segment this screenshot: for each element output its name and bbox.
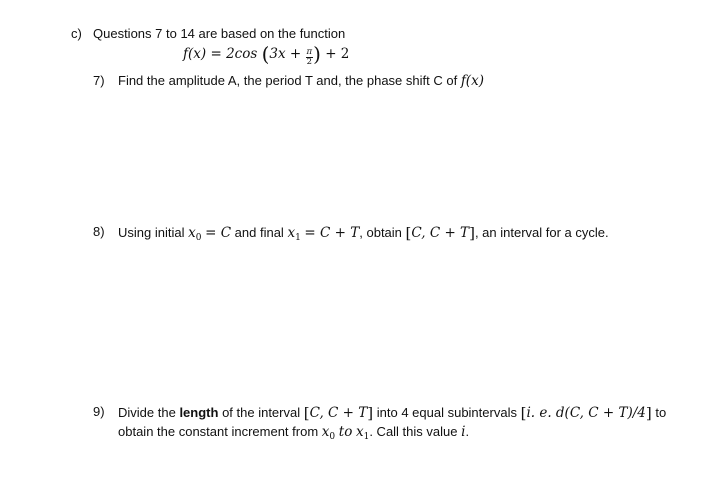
q7-text: Find the amplitude A, the period T and, the phase shift C of	[118, 73, 458, 88]
q8-text-4: , an interval for a cycle.	[474, 225, 609, 240]
q8-math-2: = C + T	[304, 225, 360, 241]
q9-line2-end: .	[465, 424, 470, 439]
function-inner: 3x +	[269, 46, 302, 62]
q9-line-1	[118, 404, 666, 422]
q8-x0: $x_0$	[188, 225, 202, 243]
function-open-paren: (	[261, 42, 270, 66]
q9-text-4: to	[655, 405, 667, 420]
q9-text-3: into 4 equal subintervals	[376, 405, 517, 420]
q9-line2-text-2: . Call this value	[369, 424, 458, 439]
q8-text-line	[118, 224, 609, 243]
q8-text-2: and final	[234, 225, 284, 240]
q9-number: 9)	[93, 404, 105, 419]
q9-to: to	[338, 424, 353, 440]
function-formula	[183, 42, 349, 67]
function-coef: 2cos	[226, 46, 258, 62]
q9-line-2	[118, 424, 469, 442]
q8-interval: [C, C + T]	[405, 224, 475, 242]
function-tail: + 2	[325, 46, 350, 62]
q9-ie: [i. e. d(C, C + T)/4]	[520, 404, 652, 422]
function-lhs: f(x)	[183, 46, 207, 62]
fraction-denominator: 2	[306, 57, 312, 67]
q7-math: f(x)	[460, 73, 484, 89]
function-eq: =	[210, 46, 222, 62]
q9-x1: $x_1$	[355, 424, 370, 442]
q8-number: 8)	[93, 224, 105, 239]
q8-text-3: , obtain	[359, 225, 402, 240]
q9-text-1: Divide the	[118, 405, 176, 420]
q9-text-2: of the interval	[222, 405, 301, 420]
section-label: c)	[71, 26, 82, 41]
q7-number: 7)	[93, 73, 105, 88]
q8-x1: $x_1$	[287, 225, 301, 243]
q9-i: i	[461, 424, 466, 440]
q9-interval: [C, C + T]	[303, 404, 374, 422]
q8-math-1: = C	[205, 225, 232, 241]
q8-text-1: Using initial	[118, 225, 185, 240]
section-intro: Questions 7 to 14 are based on the function	[93, 26, 346, 41]
q9-x0: $x_0$	[321, 424, 336, 442]
fraction-numerator: π	[306, 47, 313, 57]
q9-line2-text-1: obtain the constant increment from	[118, 424, 319, 439]
function-close-paren: )	[313, 42, 321, 66]
q9-bold-length: length	[179, 405, 219, 420]
function-fraction	[306, 48, 314, 67]
q7-text-line	[118, 73, 484, 89]
